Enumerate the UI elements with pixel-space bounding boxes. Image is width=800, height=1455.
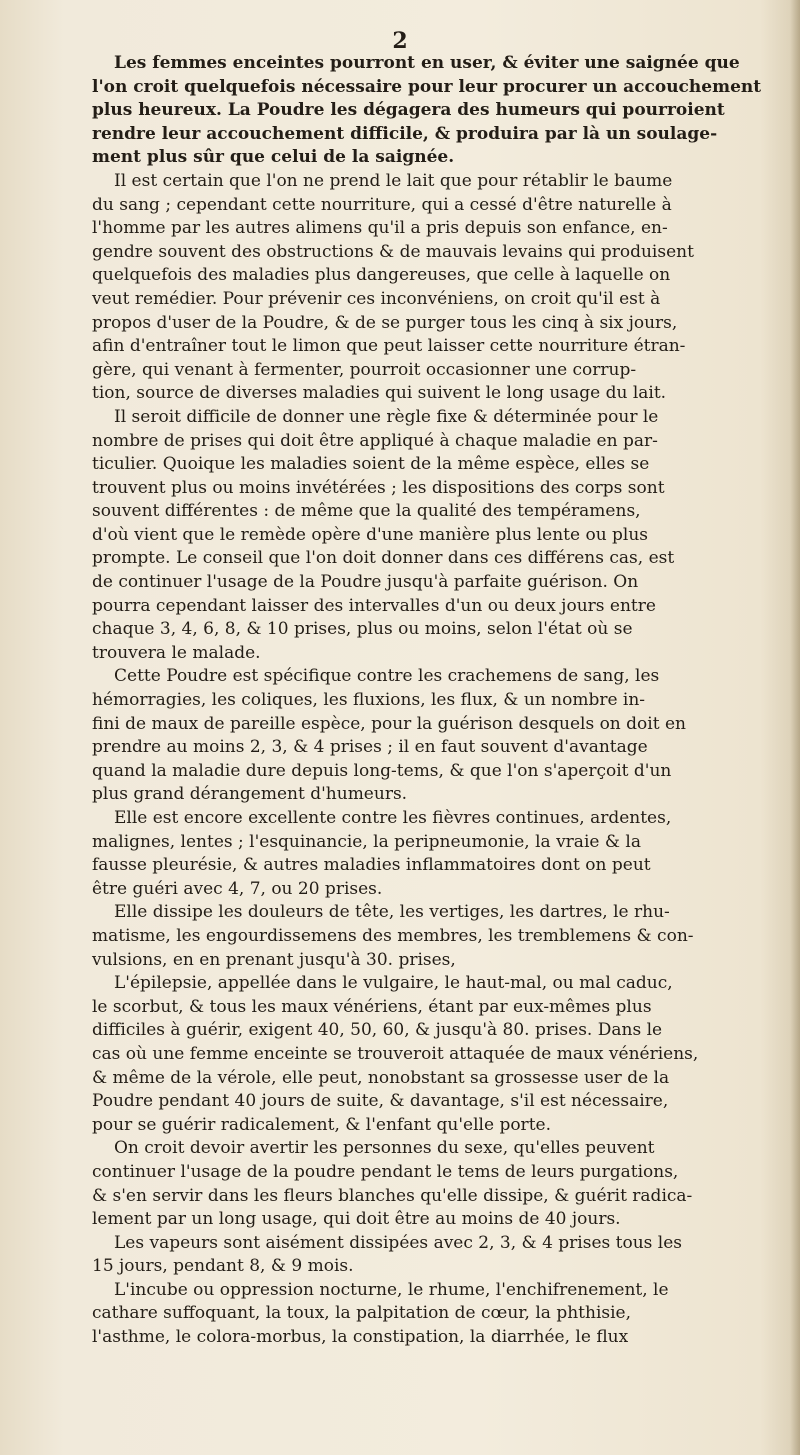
- text-line: matisme, les engourdissemens des membres, les tremblemens & con-: [92, 925, 694, 946]
- text-line: L'incube ou oppression nocturne, le rhume, l'enchifrenement, le: [114, 1279, 669, 1300]
- text-line: quand la maladie dure depuis long-tems, & que l'on s'aperçoit d'un: [92, 760, 672, 781]
- text-line: veut remédier. Pour prévenir ces inconvéniens, on croit qu'il est à: [92, 288, 661, 309]
- text-line: d'où vient que le remède opère d'une manière plus lente ou plus: [92, 524, 649, 545]
- text-line: 15 jours, pendant 8, & 9 mois.: [92, 1256, 354, 1277]
- text-line: & même de la vérole, elle peut, nonobstant sa grossesse user de la: [92, 1067, 670, 1088]
- text-line: l'homme par les autres alimens qu'il a pris depuis son enfance, en-: [92, 218, 668, 239]
- text-line: quelquefois des maladies plus dangereuses, que celle à laquelle on: [92, 265, 671, 286]
- text-line: prendre au moins 2, 3, & 4 prises ; il en faut souvent d'avantage: [92, 737, 648, 758]
- text-line: afin d'entraîner tout le limon que peut laisser cette nourriture étran-: [92, 336, 686, 357]
- text-line: Elle dissipe les douleurs de tête, les vertiges, les dartres, le rhu-: [114, 902, 670, 923]
- text-line: plus grand dérangement d'humeurs.: [92, 784, 408, 805]
- text-line: Les femmes enceintes pourront en user, & éviter une saignée que: [114, 53, 740, 73]
- text-line: L'épilepsie, appellée dans le vulgaire, le haut-mal, ou mal caduc,: [114, 973, 673, 994]
- text-line: malignes, lentes ; l'esquinancie, la peripneumonie, la vraie & la: [92, 831, 641, 852]
- text-line: & s'en servir dans les fleurs blanches qu'elle dissipe, & guérit radica-: [92, 1185, 693, 1206]
- text-line: souvent différentes : de même que la qualité des tempéramens,: [92, 501, 641, 522]
- text-line: chaque 3, 4, 6, 8, & 10 prises, plus ou moins, selon l'état où se: [92, 619, 633, 640]
- text-line: nombre de prises qui doit être appliqué à chaque maladie en par-: [92, 430, 658, 451]
- text-line: On croit devoir avertir les personnes du sexe, qu'elles peuvent: [114, 1138, 655, 1159]
- text-line: gendre souvent des obstructions & de mauvais levains qui produisent: [92, 241, 694, 262]
- text-line: fini de maux de pareille espèce, pour la guérison desquels on doit en: [92, 713, 686, 734]
- text-line: continuer l'usage de la poudre pendant le tems de leurs purgations,: [92, 1161, 679, 1182]
- text-line: le scorbut, & tous les maux vénériens, étant par eux-mêmes plus: [92, 996, 652, 1017]
- text-line: vulsions, en en prenant jusqu'à 30. prises,: [92, 949, 456, 970]
- text-line: Poudre pendant 40 jours de suite, & davantage, s'il est nécessaire,: [92, 1091, 669, 1112]
- text-line: cas où une femme enceinte se trouveroit attaquée de maux vénériens,: [92, 1043, 699, 1064]
- text-line: lement par un long usage, qui doit être au moins de 40 jours.: [92, 1209, 621, 1230]
- text-line: plus heureux. La Poudre les dégagera des humeurs qui pourroient: [92, 100, 725, 121]
- text-line: propos d'user de la Poudre, & de se purger tous les cinq à six jours,: [92, 312, 678, 333]
- text-line: Elle est encore excellente contre les fièvres continues, ardentes,: [114, 808, 672, 828]
- text-line: de continuer l'usage de la Poudre jusqu'à parfaite guérison. On: [92, 572, 639, 593]
- text-line: être guéri avec 4, 7, ou 20 prises.: [92, 878, 383, 899]
- body-text: [92, 52, 770, 1350]
- text-line: tion, source de diverses maladies qui suivent le long usage du lait.: [92, 383, 667, 404]
- text-line: fausse pleurésie, & autres maladies inflammatoires dont on peut: [92, 855, 651, 876]
- text-line: ticulier. Quoique les maladies soient de la même espèce, elles se: [92, 454, 650, 475]
- text-line: Il est certain que l'on ne prend le lait que pour rétablir le baume: [114, 170, 673, 191]
- text-line: pourra cependant laisser des intervalles d'un ou deux jours entre: [92, 595, 656, 616]
- text-line: trouvent plus ou moins invétérées ; les dispositions des corps sont: [92, 477, 665, 498]
- text-line: l'on croit quelquefois nécessaire pour leur procurer un accouchement: [92, 76, 762, 97]
- page-number: 2: [392, 28, 408, 54]
- text-line: l'asthme, le colora-morbus, la constipation, la diarrhée, le flux: [92, 1327, 629, 1348]
- text-line: difficiles à guérir, exigent 40, 50, 60, & jusqu'à 80. prises. Dans le: [92, 1020, 663, 1041]
- text-line: hémorragies, les coliques, les fluxions, les flux, & un nombre in-: [92, 690, 646, 711]
- text-line: du sang ; cependant cette nourriture, qui a cessé d'être naturelle à: [92, 194, 672, 215]
- text-line: Il seroit difficile de donner une règle fixe & déterminée pour le: [114, 406, 659, 427]
- text-line: prompte. Le conseil que l'on doit donner dans ces différens cas, est: [92, 548, 675, 569]
- text-line: Les vapeurs sont aisément dissipées avec 2, 3, & 4 prises tous les: [114, 1232, 683, 1253]
- text-line: cathare suffoquant, la toux, la palpitation de cœur, la phthisie,: [92, 1303, 632, 1324]
- page-edge-shadow: [790, 0, 800, 1455]
- text-line: gère, qui venant à fermenter, pourroit occasionner une corrup-: [92, 359, 637, 380]
- text-line: rendre leur accouchement difficile, & produira par là un soulage-: [92, 123, 718, 144]
- text-line: ment plus sûr que celui de la saignée.: [92, 147, 455, 168]
- text-line: Cette Poudre est spécifique contre les crachemens de sang, les: [114, 666, 660, 687]
- text-line: pour se guérir radicalement, & l'enfant qu'elle porte.: [92, 1114, 551, 1135]
- text-line: trouvera le malade.: [92, 642, 261, 663]
